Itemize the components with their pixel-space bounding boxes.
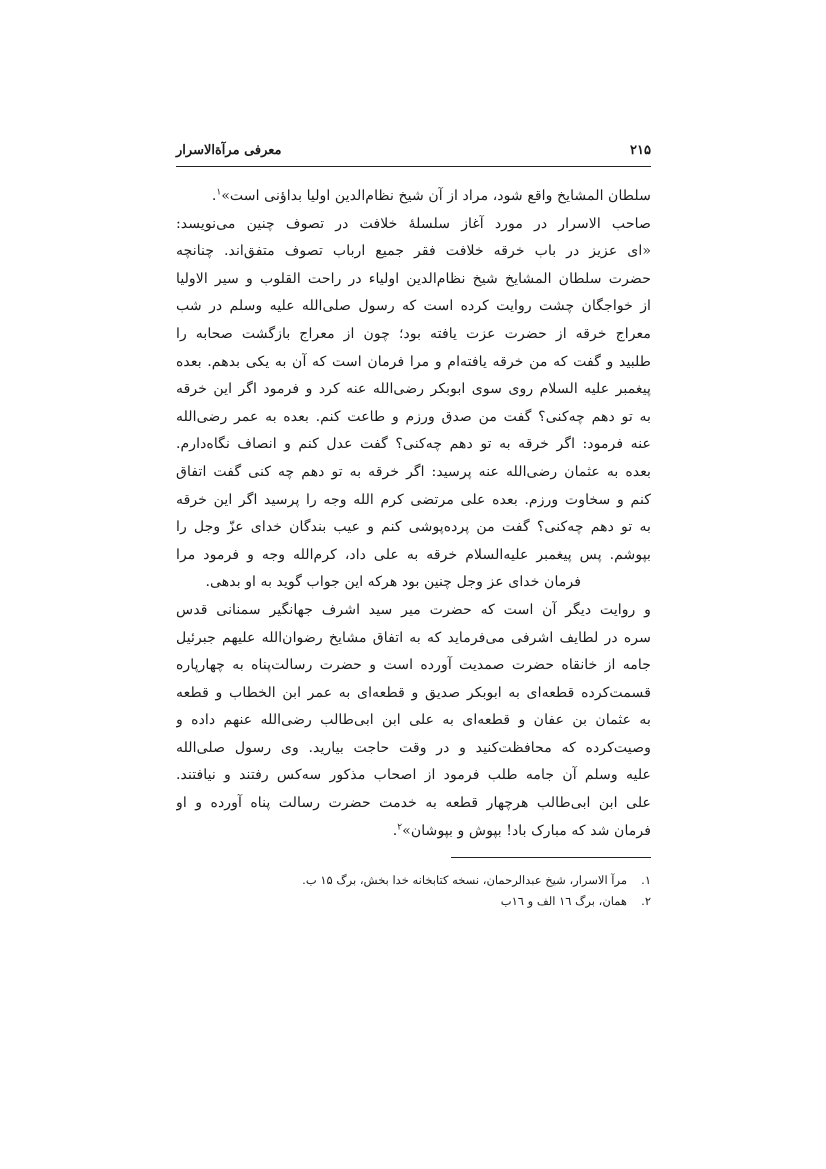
footnote-item — [176, 891, 651, 912]
body-line: بپوشم. پس پیغمبر علیه‌السلام خرقه به علی داد، کرم‌الله وجه و فرمود مرا — [176, 546, 651, 563]
line-text: فرمان شد که مبارک باد! بپوش و بپوشان» — [402, 822, 651, 839]
footnote-number: ۲. — [641, 894, 651, 908]
running-title: معرفی مرآةالاسرار — [176, 143, 282, 158]
footnote-number: ۱. — [641, 873, 651, 887]
body-line: به تو دهم چه‌کنی؟ گفت من صدق ورزم و طاعت کنم. بعده به عمر رضی‌الله — [176, 408, 651, 425]
page-header — [176, 141, 651, 165]
body-line: سره در لطایف اشرفی می‌فرماید که به اتفاق مشایخ رضوان‌الله علیهم جبرئیل — [176, 629, 651, 646]
body-line: عنه فرمود: اگر خرقه به تو دهم چه‌کنی؟ گفت عدل کنم و انصاف نگاه‌دارم. — [176, 436, 651, 453]
body-line: به تو دهم چه‌کنی؟ گفت من پرده‌پوشی کنم و عیب بندگان خدای عزّ وجل را — [176, 519, 651, 536]
footnotes — [176, 870, 651, 912]
body-line: وصیت‌کرده که محافظت‌کنید و در وقت حاجت بیارید. وی رسول صلی‌الله — [176, 739, 651, 756]
body-line — [176, 818, 651, 846]
page-number: ۲۱۵ — [630, 143, 651, 158]
body-line: از خواجگان چشت روایت کرده است که رسول صلی‌الله علیه وسلم در شب — [176, 298, 651, 315]
footnote-item — [176, 870, 651, 891]
footnote-ref-2[interactable]: ۲ — [397, 821, 403, 832]
body-line: فرمان خدای عز وجل چنین بود هرکه این جواب گوید به او بدهی. — [205, 574, 581, 591]
body-line: حضرت سلطان المشایخ شیخ نظام‌الدین اولیاء در راحت القلوب و سیر الاولیا — [176, 270, 651, 287]
body-line — [176, 183, 651, 211]
body-line: جامه از خانقاه حضرت صمدیت آورده است و حضرت رسالت‌پناه به چهارپاره — [176, 657, 651, 674]
header-divider — [176, 166, 651, 167]
body-line: بعده به عثمان رضی‌الله عنه پرسید: اگر خرقه به تو دهم چه کنی گفت اتفاق — [176, 463, 651, 480]
footnote-divider — [451, 857, 651, 858]
body-line: علی ابن ابی‌طالب هرچهار قطعه به خدمت حضرت رسالت پناه آورده و او — [176, 795, 651, 812]
line-end-punct: . — [211, 188, 217, 204]
body-line: و روایت دیگر آن است که حضرت میر سید اشرف جهانگیر سمنانی قدس — [176, 601, 651, 618]
body-text — [176, 183, 651, 845]
body-line: علیه وسلم آن جامه طلب فرمود از اصحاب مذکور سه‌کس رفتند و نیافتند. — [176, 767, 651, 784]
body-line: معراج خرقه از حضرت عزت یافته بود؛ چون از معراج بازگشت صحابه را — [176, 325, 651, 342]
body-line: «ای عزیز در باب خرقه خلافت فقر جمیع ارباب تصوف متفق‌اند. چنانچه — [176, 243, 651, 260]
body-line: کنم و سخاوت ورزم. بعده علی مرتضی کرم الله وجه را پرسید اگر این خرقه — [176, 491, 651, 508]
body-line: صاحب الاسرار در مورد آغاز سلسلهٔ خلافت در تصوف چنین می‌نویسد: — [176, 215, 651, 232]
body-line: طلبید و گفت که من خرقه یافته‌ام و مرا فرمان است که آن به یکی بدهم. بعده — [176, 353, 651, 370]
body-line: پیغمبر علیه السلام روی سوی ابوبکر رضی‌الله عنه کرد و فرمود اگر این خرقه — [176, 381, 651, 398]
body-line: به عثمان بن عفان و قطعه‌ای به علی ابن ابی‌طالب رضی‌الله عنهم داده و — [176, 712, 651, 729]
line-end-punct: . — [392, 822, 398, 839]
footnote-text: مرآ الاسرار، شیخ عبدالرحمان، نسخه کتابخانه خدا بخش، برگ ۱۵ ب. — [302, 873, 627, 887]
line-text: سلطان المشایخ واقع شود، مراد از آن شیخ نظام‌الدین اولیا بداؤنی است» — [221, 188, 651, 204]
footnote-text: همان، برگ ۱٦ الف و ۱٦ب — [500, 894, 627, 908]
footnote-ref-1[interactable]: ۱ — [216, 187, 222, 198]
body-line: قسمت‌کرده قطعه‌ای به ابوبکر صدیق و قطعه‌ای به عمر ابن الخطاب و قطعه — [176, 684, 651, 701]
